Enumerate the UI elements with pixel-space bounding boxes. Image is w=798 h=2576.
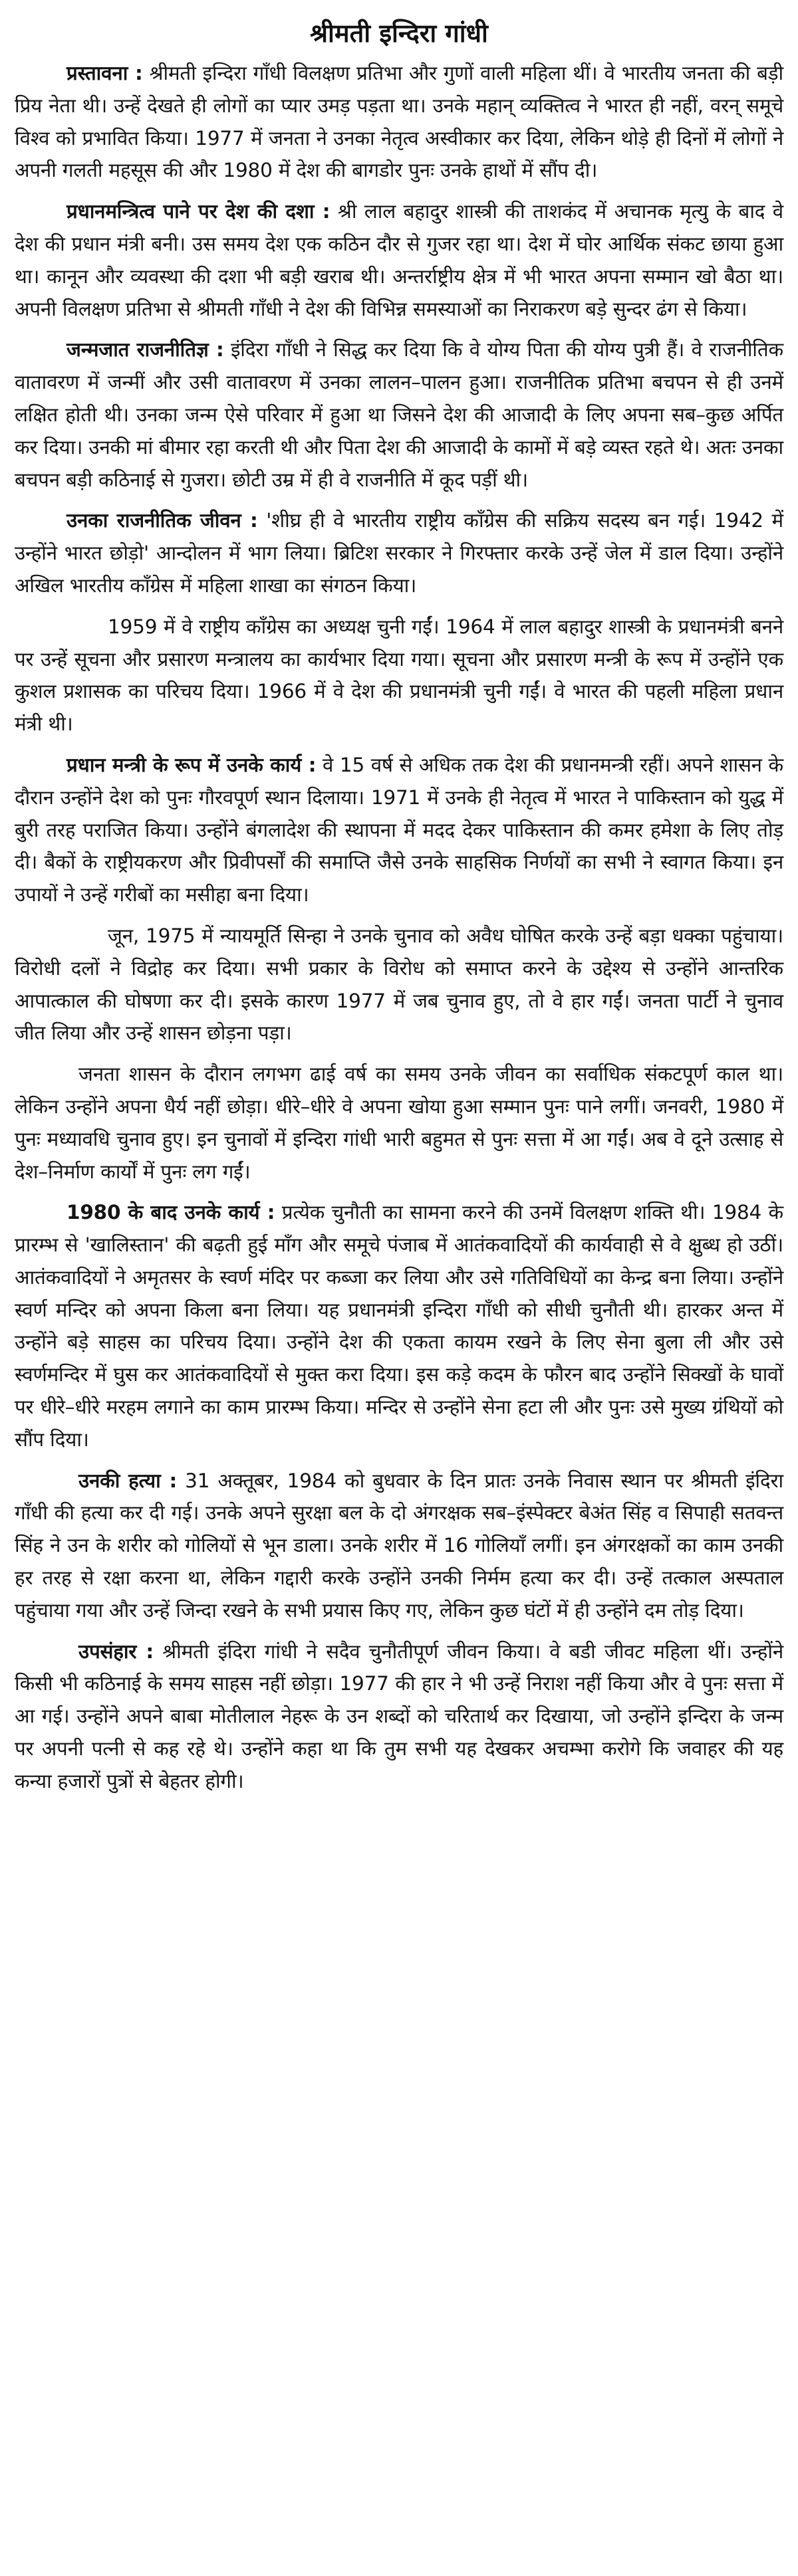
paragraph-heading: उनका राजनीतिक जीवन : — [66, 509, 258, 532]
paragraph-text: जनता शासन के दौरान लगभग ढाई वर्ष का समय उनके जीवन का सर्वाधिक संकटपूर्ण काल था। लेकिन उन्होंने अपना धैर्य नहीं छोड़ा। धीरे–धीरे वे अपना खोया हुआ सम्मान पुनः पाने लगीं। जनवरी, 1980 में पुनः मध्यावधि चुनाव हुए। इन चुनावों में इन्दिरा गांधी भारी बहुमत से पुनः सत्ता में आ गईं। अब वे दूने उत्साह से देश–निर्माण कार्यों में पुनः लग गईं। — [15, 1063, 783, 1183]
paragraph-assassination — [15, 1465, 783, 1627]
paragraph-text: श्रीमती इंदिरा गांधी ने सदैव चुनौतीपूर्ण जीवन किया। वे बडी जीवट महिला थीं। उन्होंने किसी भी कठिनाई के समय साहस नहीं छोड़ा। 1977 की हार ने भी उन्हें निराश नहीं किया और वे पुनः सत्ता में आ गई। उन्होंने अपने बाबा मोतीलाल नेहरू के उन शब्दों को चरितार्थ कर दिखाया, जो उन्होंने इन्दिरा के जन्म पर अपनी पत्नी से कह रहे थे। उन्होंने कहा था कि तुम सभी यह देखकर अचम्भा करोगे कि जवाहर की यह कन्या हजारों पुत्रों से बेहतर होगी। — [15, 1640, 783, 1792]
paragraph-heading: 1980 के बाद उनके कार्य : — [66, 1201, 275, 1224]
paragraph-heading: उनकी हत्या : — [78, 1469, 178, 1492]
paragraph-country-condition — [15, 195, 783, 325]
paragraph-text: 31 अक्तूबर, 1984 को बुधवार के दिन प्रातः उनके निवास स्थान पर श्रीमती इंदिरा गाँधी की हत्या कर दी गई। उनके अपने सुरक्षा बल के दो अंगरक्षक सब–इंस्पेक्टर बेअंत सिंह व सिपाही सतवन्त सिंह ने उन के शरीर को गोलियों से भून डाला। उनके शरीर में 16 गोलियाँ लगीं। इन अंगरक्षकों का काम उनकी हर तरह से रक्षा करना था, लेकिन गद्दारी करके उन्होंने उनकी निर्मम हत्या कर दी। उन्हें तत्काल अस्पताल पहुंचाया गया और उन्हें जिन्दा रखने के सभी प्रयास किए गए, लेकिन कुछ घंटों में ही उन्होंने दम तोड़ दिया। — [15, 1469, 783, 1622]
paragraph-born-politician — [15, 334, 783, 496]
paragraph-text: 1959 में वे राष्ट्रीय काँग्रेस का अध्यक्ष चुनी गईं। 1964 में लाल बहादुर शास्त्री के प्रधानमंत्री बनने पर उन्हें सूचना और प्रसारण मन्त्रालय का कार्यभार दिया गया। सूचना और प्रसारण मन्त्री के रूप में उन्होंने एक कुशल प्रशासक का परिचय दिया। 1966 में वे देश की प्रधानमंत्री चुनी गईं। वे भारत की पहली महिला प्रधान मंत्री थी। — [15, 615, 783, 736]
paragraph-pm-works — [15, 749, 783, 911]
paragraph-text: वे 15 वर्ष से अधिक तक देश की प्रधानमन्त्री रहीं। अपने शासन के दौरान उन्होंने देश को पुनः गौरवपूर्ण स्थान दिलाया। 1971 में उनके ही नेतृत्व में भारत ने पाकिस्तान को युद्ध में बुरी तरह पराजित किया। उन्होंने बंगलादेश की स्थापना में मदद देकर पाकिस्तान की कमर हमेशा के लिए तोड़ दी। बैकों के राष्ट्रीयकरण और प्रिवीपर्सों की समाप्ति जैसे उनके साहसिक निर्णयों का सभी ने स्वागत किया। इन उपायों ने उन्हें गरीबों का मसीहा बना दिया। — [15, 753, 783, 907]
paragraph-heading: प्रधान मन्त्री के रूप में उनके कार्य : — [66, 753, 317, 776]
paragraph-text: जून, 1975 में न्यायमूर्ति सिन्हा ने उनके चुनाव को अवैध घोषित करके उन्हें बड़ा धक्का पहुंचाया। विरोधी दलों ने विद्रोह कर दिया। सभी प्रकार के विरोध को समाप्त करने के उद्देश्य से उन्होंने आन्तरिक आपात्काल की घोषणा कर दी। इसके कारण 1977 में जब चुनाव हुए, तो वे हार गईं। जनता पार्टी ने चुनाव जीत लिया और उन्हें शासन छोड़ना पड़ा। — [15, 924, 783, 1045]
paragraph-heading: प्रस्तावना : — [66, 62, 143, 84]
paragraph-introduction — [15, 57, 783, 187]
page-title: श्रीमती इन्दिरा गांधी — [310, 19, 488, 48]
paragraph-heading: प्रधानमन्त्रित्व पाने पर देश की दशा : — [66, 200, 331, 223]
paragraph-janata-period — [15, 1058, 783, 1188]
paragraph-text: श्रीमती इन्दिरा गाँधी विलक्षण प्रतिभा और गुणों वाली महिला थीं। वे भारतीय जनता की बड़ी प्रिय नेता थी। उन्हें देखते ही लोगों का प्यार उमड़ पड़ता था। उनके महान् व्यक्तित्व ने भारत ही नहीं, वरन् समूचे विश्व को प्रभावित किया। 1977 में जनता ने उनका नेतृत्व अस्वीकार कर दिया, लेकिन थोड़े ही दिनों में लोगों ने अपनी गलती महसूस की और 1980 में देश की बागडोर पुनः उनके हाथों में सौंप दी। — [15, 62, 783, 182]
paragraph-after-1980 — [15, 1196, 783, 1455]
paragraph-congress-president — [15, 611, 783, 740]
paragraph-conclusion — [15, 1636, 783, 1798]
paragraph-heading: जन्मजात राजनीतिज्ञ : — [66, 338, 224, 362]
paragraph-heading: उपसंहार : — [78, 1640, 154, 1663]
paragraph-text: 'शीघ्र ही वे भारतीय राष्ट्रीय काँग्रेस की सक्रिय सदस्य बन गई। 1942 में उन्होंने भारत छोड़ो' आन्दोलन में भाग लिया। ब्रिटिश सरकार ने गिरफ्तार करके उन्हें जेल में डाल दिया। उन्होंने अखिल भारतीय काँग्रेस में महिला शाखा का संगठन किया। — [15, 509, 783, 597]
paragraph-political-life — [15, 504, 783, 601]
paragraph-text: श्री लाल बहादुर शास्त्री की ताशकंद में अचानक मृत्यु के बाद वे देश की प्रधान मंत्री बनी। उस समय देश एक कठिन दौर से गुजर रहा था। देश में घोर आर्थिक संकट छाया हुआ था। कानून और व्यवस्था की दशा भी बड़ी खराब थी। अन्तर्राष्ट्रीय क्षेत्र में भी भारत अपना सम्मान खो बैठा था। अपनी विलक्षण प्रतिभा से श्रीमती गाँधी ने देश की विभिन्न समस्याओं का निराकरण बड़े सुन्दर ढंग से किया। — [15, 200, 783, 320]
paragraph-text: प्रत्येक चुनौती का सामना करने की उनमें विलक्षण शक्ति थी। 1984 के प्रारम्भ से 'खालिस्तान' की बढ़ती हुई माँग और समूचे पंजाब में आतंकवादियों की कार्यवाही से वे क्षुब्ध हो उठीं। आतंकवादियों ने अमृतसर के स्वर्ण मंदिर पर कब्जा कर लिया और उसे गतिविधियों का केन्द्र बना लिया। उन्होंने स्वर्ण मन्दिर को अपना किला बना लिया। यह प्रधानमंत्री इन्दिरा गाँधी को सीधी चुनौती थी। हारकर अन्त में उन्होंने बड़े साहस का परिचय दिया। उन्होंने देश की एकता कायम रखने के लिए सेना बुला ली और उसे स्वर्णमन्दिर में घुस कर आतंकवादियों से मुक्त करा दिया। इस कड़े कदम के फौरन बाद उन्होंने सिक्खों के घावों पर धीरे–धीरे मरहम लगाने का काम प्रारम्भ किया। मन्दिर से उन्होंने सेना हटा ली और पुनः उसे मुख्य ग्रंथियों को सौंप दिया। — [15, 1201, 784, 1451]
paragraph-text: इंदिरा गाँधी ने सिद्ध कर दिया कि वे योग्य पिता की योग्य पुत्री हैं। वे राजनीतिक वातावरण में जन्मीं और उसी वातावरण में उनका लालन–पालन हुआ। राजनीतिक प्रतिभा बचपन से ही उनमें लक्षित होती थी। उनका जन्म ऐसे परिवार में हुआ था जिसने देश की आजादी के लिए अपना सब–कुछ अर्पित कर दिया। उनकी मां बीमार रहा करती थी और पिता देश की आजादी के कामों में बड़े व्यस्त रहते थे। अतः उनका बचपन बड़ी कठिनाई से गुजरा। छोटी उम्र में ही वे राजनीति में कूद पड़ीं थी। — [15, 338, 784, 491]
paragraph-emergency — [15, 920, 783, 1049]
